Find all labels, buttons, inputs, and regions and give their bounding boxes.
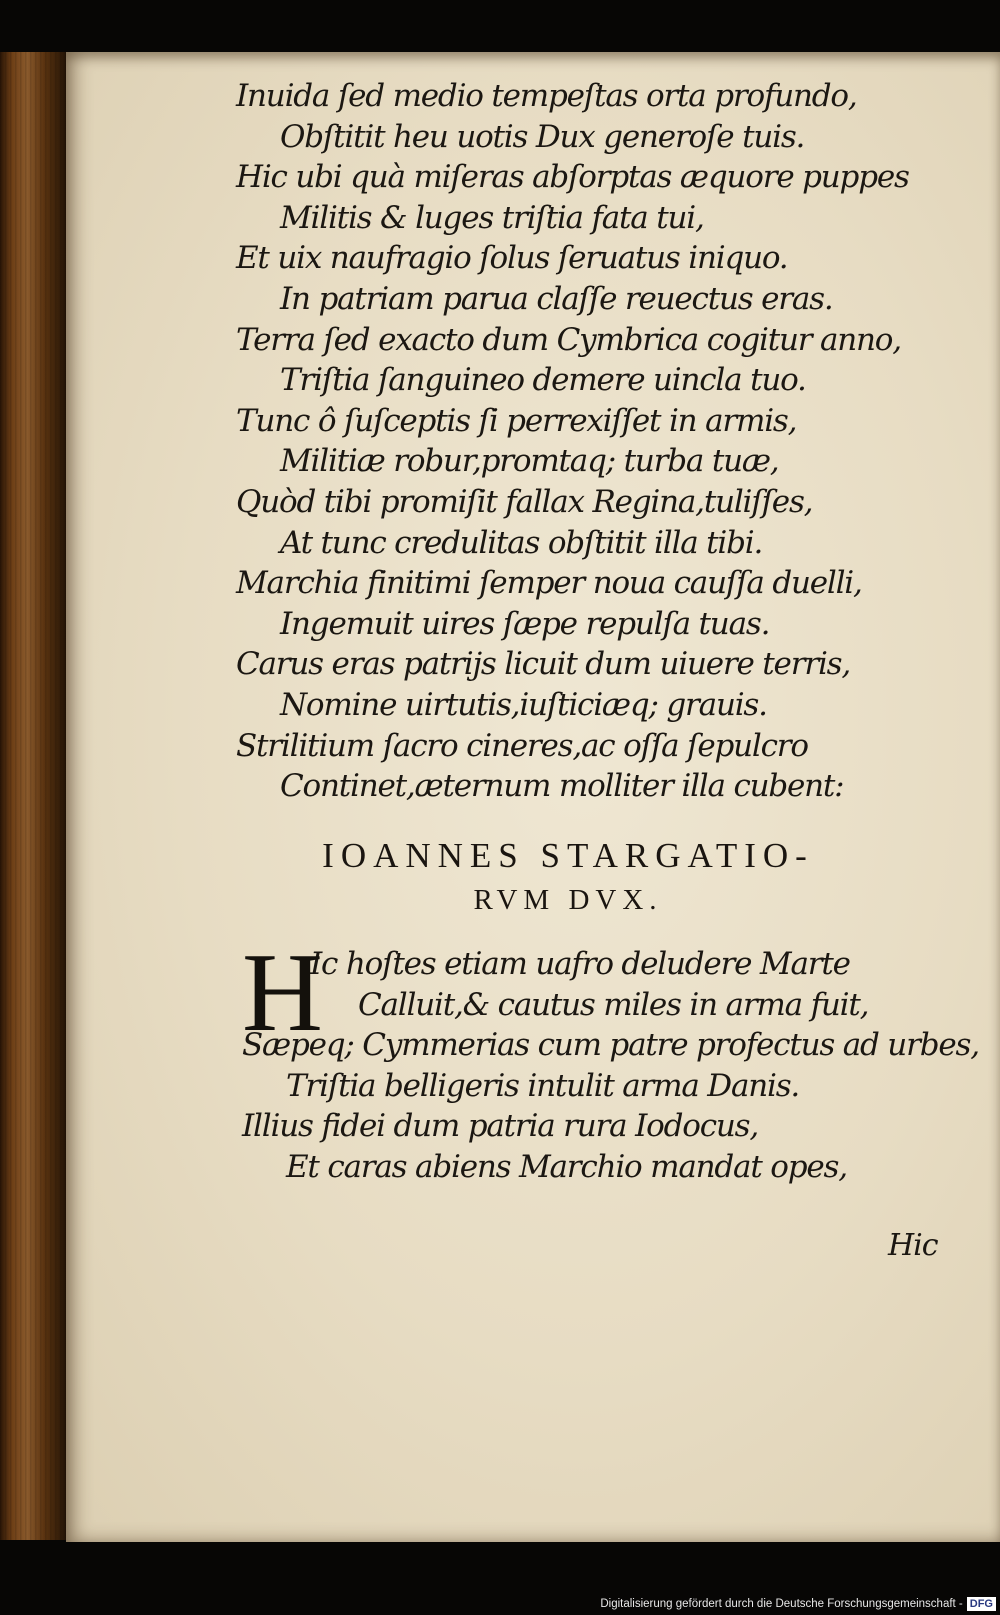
verse-line: Tunc ô ſuſceptis ſi perrexiſſet in armis,: [236, 402, 797, 439]
verse-line: Ic hoſtes etiam uafro deludere Marte: [310, 946, 850, 982]
stanza-block: [242, 931, 979, 1188]
verse-line: Nomine uirtutis,iuſticiæq; grauis.: [280, 686, 767, 723]
stanza-lines: [242, 1025, 979, 1187]
verse-line: Et uix naufragio ſolus ſeruatus iniquo.: [236, 240, 788, 277]
digitization-footer: [600, 1593, 996, 1615]
dfg-logo: DFG: [967, 1597, 996, 1611]
verse-block: [236, 76, 909, 807]
show-through-text: [930, 122, 1000, 1322]
heading-line-1: IOANNES STARGATIO-: [322, 836, 814, 875]
verse-line: Terra ſed exacto dum Cymbrica cogitur anno,: [236, 321, 901, 358]
verse-line: Calluit,& cautus miles in arma fuit,: [358, 986, 869, 1023]
verse-line: Obſtitit heu uotis Dux generoſe tuis.: [280, 118, 805, 155]
catchword: Hic: [888, 1228, 938, 1263]
section-heading: [288, 834, 848, 922]
verse-line: Quòd tibi promiſit fallax Regina,tuliſſes,: [236, 483, 813, 520]
footer-text: Digitalisierung gefördert durch die Deutsche Forschungsgemeinschaft -: [600, 1598, 963, 1610]
heading-line-2: RVM DVX.: [473, 884, 663, 916]
verse-line: In patriam parua claſſe reuectus eras.: [280, 280, 833, 317]
verse-line: Ingemuit uires ſæpe repulſa tuas.: [280, 605, 770, 642]
book-spine-edge: [0, 52, 68, 1540]
verse-line: Triſtia ſanguineo demere uincla tuo.: [280, 362, 806, 399]
verse-line: Militis & luges triſtia fata tui,: [280, 199, 704, 236]
verse-line: Militiæ robur,promtaq; turba tuæ,: [280, 443, 779, 480]
verse-line: Hic ubi quà miſeras abſorptas æquore puppes: [236, 159, 909, 196]
verse-line: Illius fidei dum patria rura Iodocus,: [242, 1108, 759, 1145]
verse-line: Continet,æternum molliter illa cubent:: [280, 768, 844, 805]
verse-line: Marchia finitimi ſemper noua cauſſa duelli,: [236, 565, 862, 602]
verse-line: At tunc credulitas obſtitit illa tibi.: [280, 524, 763, 561]
verse-line: Strilitium ſacro cineres,ac oſſa ſepulcro: [236, 727, 808, 764]
verse-line: Triſtia belligeris intulit arma Danis.: [286, 1067, 800, 1104]
verse-line: Inuida ſed medio tempeſtas orta profundo,: [236, 78, 857, 114]
verse-line: Sæpeq; Cymmerias cum patre profectus ad urbes,: [242, 1027, 979, 1064]
drop-capital: H: [242, 931, 323, 1055]
verse-line: Et caras abiens Marchio mandat opes,: [286, 1148, 847, 1185]
verse-line: Carus eras patrijs licuit dum uiuere terris,: [236, 646, 851, 683]
